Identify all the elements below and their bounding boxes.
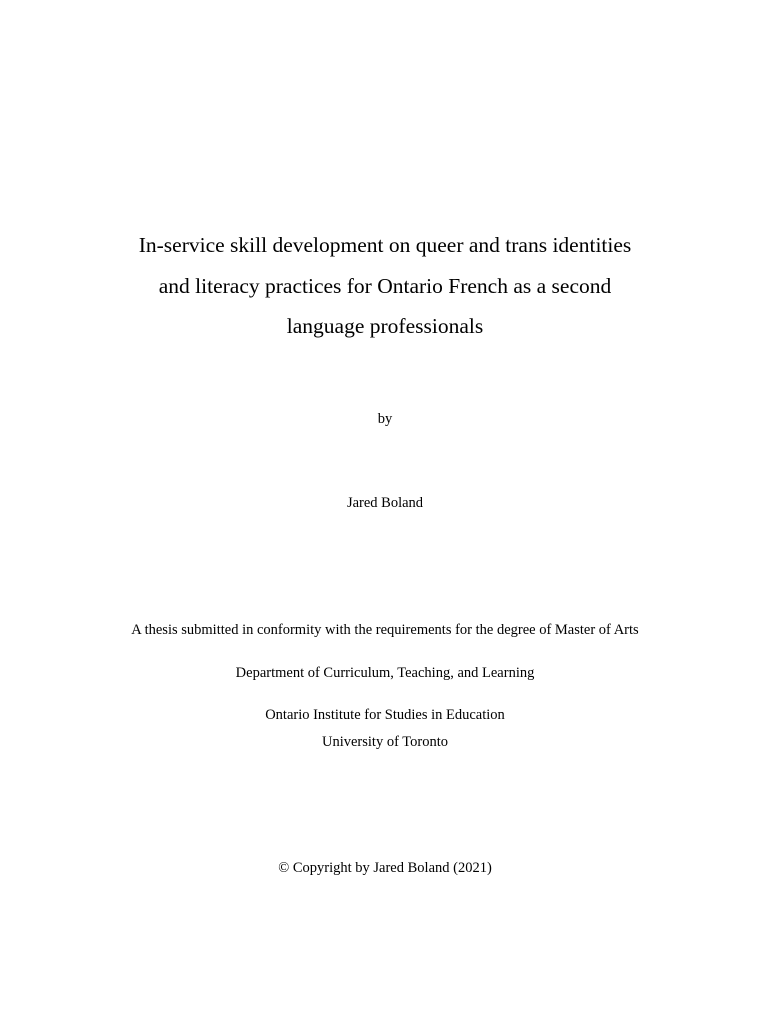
institute-name: Ontario Institute for Studies in Education (265, 707, 505, 723)
thesis-title-line-2: and literacy practices for Ontario French as a second (158, 274, 612, 298)
degree-statement: A thesis submitted in conformity with the requirements for the degree of Master of Arts (131, 622, 639, 638)
copyright-notice: © Copyright by Jared Boland (2021) (278, 860, 492, 876)
thesis-title-line-1: In-service skill development on queer and trans identities (138, 233, 632, 257)
author-name: Jared Boland (346, 495, 424, 511)
thesis-title-line-3: language professionals (286, 314, 484, 338)
university-name: University of Toronto (322, 734, 448, 750)
department-name: Department of Curriculum, Teaching, and Learning (235, 665, 535, 681)
by-label: by (377, 411, 393, 427)
